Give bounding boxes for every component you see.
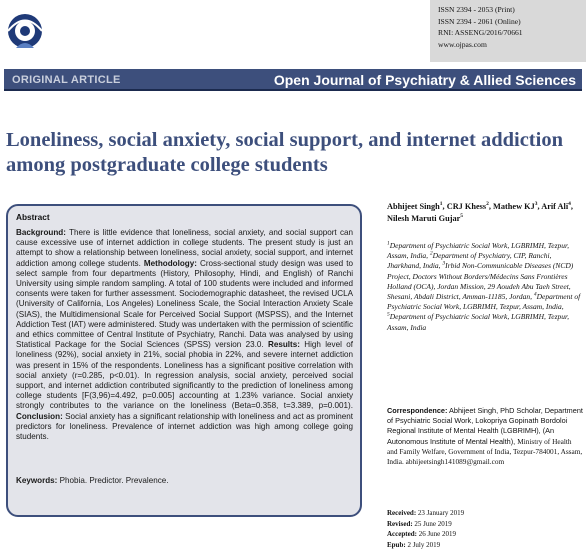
author-name: Mathew KJ [493,202,535,211]
abstract-box [6,204,362,517]
author-sup: 3 [534,201,538,208]
correspondence [387,406,583,467]
accepted-date [387,529,583,540]
author-sup: 5 [460,213,464,220]
issn-online: ISSN 2394 - 2061 (Online) [438,16,521,26]
author-name: Arif Ali [541,202,569,211]
aff-sup: 3 [442,260,446,267]
date-value: 23 January 2019 [416,509,465,517]
rni-number: RNI: ASSENG/2016/70661 [438,28,523,38]
author-sup: 1 [439,201,443,208]
journal-banner [4,69,582,91]
date-label: Accepted: [387,530,417,539]
author-name: Abhijeet Singh [387,202,440,211]
conclusion-text: Social anxiety has a significant relationship with loneliness and act as prominent predictors for loneliness. Prevalence of internet addiction was high among college going students. [16,411,353,442]
results-text: High level of loneliness (92%), social anxiety in 21%, social phobia in 22%, and severe internet addiction was present in 15% of the respondents. Loneliness has a significant positive correlation with social anxiety (r=0.285, p<0.01). In regression analysis, social anxiety, perceived social support, and internet addiction contributed significantly to the prediction of loneliness among college students [F(3,96)=4.492, p=0.005] accounting at 1.23% variance. Social anxiety strongly contributes to the variance on the loneliness (Beta=0.358, t=3.389, p=0.001). [16,340,354,411]
journal-website: www.ojpas.com [438,39,487,49]
journal-name: Open Journal of Psychiatry & Allied Sciences [273,72,576,88]
affiliation: Department of Psychiatric Social Work, LGBRIMH, Tezpur, Assam, India, [387,241,569,261]
issn-print: ISSN 2394 - 2053 (Print) [438,5,515,14]
methodology-text: Cross-sectional study design was used to select sample from four departments (History, Philosophy, Hindi, and English) of Ranchi University using simple random sampling. A total of 100 students were included and informed consents were taken for further assessment. Sociodemographic datasheet, the revised UCLA (University of California, Los Angeles) Loneliness Scale, the Social Interaction Anxiety Scale (SIAS), the Multidimensional Scale for Perceived Social Support (MSPSS), and the Internet Addiction Test (IAT) were administered. Study was undertaken with the permission of scientific and ethics committee of Central Institute of Psychiatry, Ranchi. Data was analysed by using Statistical Package for the Social Sciences (SPSS) version 23.0. [16,258,353,350]
article-title: Loneliness, social anxiety, social support, and internet addiction among postgraduate college students [6,129,563,176]
aff-sup: 5 [387,311,390,318]
keywords-label: Keywords: [16,476,58,485]
affiliation: Department of Psychiatric Social Work, LGBRIMH, Tezpur, Assam, India, [387,292,581,312]
author-sup: 2 [486,201,489,208]
author-name: CRJ Khess [446,202,487,211]
aff-sup: 2 [429,250,433,257]
keywords [16,476,169,485]
methodology-label: Methodology: [143,258,197,268]
author-sup: 4 [568,201,571,208]
aff-sup: 1 [387,240,390,247]
author-list: Abhijeet Singh$^1$, CRJ Khess$^2$, Mathew $KJ^3$, Arif Ali$^4$, Nilesh Maruti Gujar$^5$ [387,201,573,223]
background-text: There is little evidence that loneliness, social anxiety, and social support can cause excessive use of internet addiction in college students. The present study is just an attempt to show a relationship between loneliness, social anxiety, social support, and internet addiction among college students. [16,228,353,268]
conclusion-label: Conclusion: [16,411,63,421]
epub-date [387,540,583,551]
correspondence-address: Ministry of Health and Family Welfare, Government of India, Tezpur-784001, Assam, India. abhijeetsingh141089@gmail.com [387,436,583,467]
received-date [387,508,583,519]
revised-date [387,519,583,530]
article-type: ORIGINAL ARTICLE [12,74,121,86]
author-name: Nilesh Maruti Gujar [387,214,461,223]
aff-sup: 4 [533,291,537,298]
date-label: Epub: [387,540,406,549]
correspondence-label: Correspondence: [387,406,448,415]
date-label: Revised: [387,519,413,528]
date-value: 2 July 2019 [405,540,441,549]
article-dates [387,508,583,550]
affiliation: Irbid Non-Communicable Diseases (NCD) Project, Doctors Without Borders/Médecins Sans Frontières Holland (OCA), Jordan Mission, 29 Aoudeh Abu Taeh Street, Shesani, Abdali District, Amman-11185, Jordan, [387,261,574,302]
affiliation: Department of Psychiatric Social Work, LGBRIMH, Tezpur, Assam, India [387,312,569,332]
date-value: 25 June 2019 [412,519,452,528]
issn-info-box [430,0,586,62]
abstract-body [16,228,353,442]
background-label: Background: [16,228,66,237]
affiliations [387,241,583,333]
keywords-text: Phobia. Predictor. Prevalence. [57,476,169,485]
abstract-heading: Abstract [16,212,50,222]
affiliation: Department of Psychiatry, CIP, Ranchi, Jharkhand, India, [387,251,552,271]
correspondence-text: Abhijeet Singh, PhD Scholar, Department of Psychiatric Social Work, Lokopriya Gopinath Bordoloi Regional Institute of Mental Health (LGBRIMH), (An Autonomous Institute of Mental Health), [387,406,583,446]
journal-logo-icon [6,8,44,52]
results-label: Results: [267,340,300,350]
date-label: Received: [387,509,417,517]
date-value: 26 June 2019 [416,530,457,539]
